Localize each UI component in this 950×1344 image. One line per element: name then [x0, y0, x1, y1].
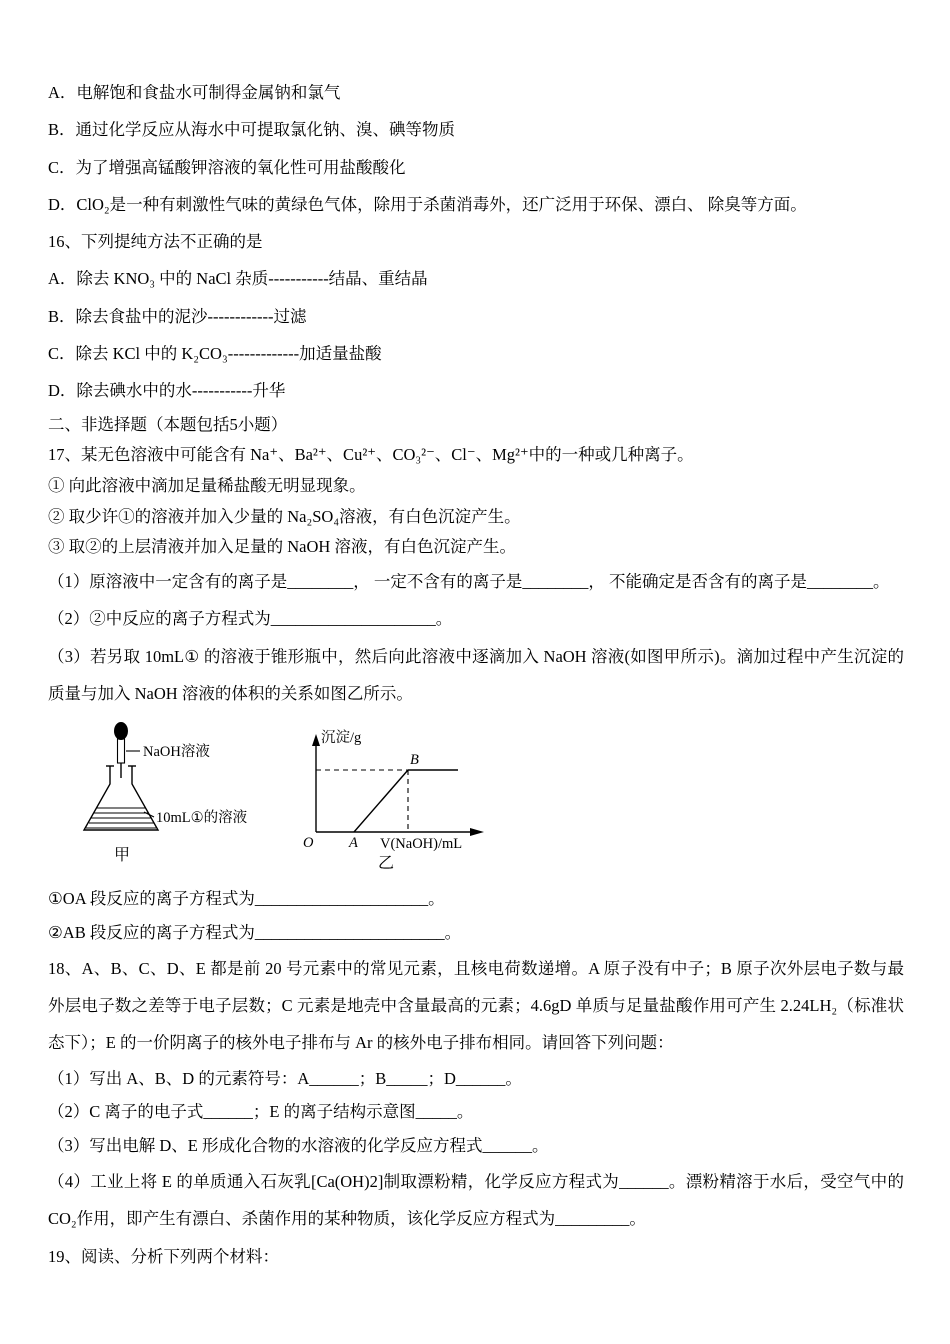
point-b-label: B [410, 752, 419, 769]
caption-jia: 甲 [114, 847, 131, 865]
q18-sub4: （4）工业上将 E 的单质通入石灰乳[Ca(OH)2]制取漂粉精，化学反应方程式为______。漂粉精溶于水后，受空气中的CO₂作用，即产生有漂白、杀菌作用的某种物质，该化学反应方程式为_________。 [48, 1172, 904, 1229]
q16-option-c: C．除去 KCl 中的 K₂CO₃-------------加适量盐酸 [48, 343, 382, 363]
q16-option-d: D．除去碘水中的水-----------升华 [48, 381, 286, 401]
q18-sub1: （1）写出 A、B、D 的元素符号：A______；B_____；D______。 [48, 1068, 522, 1088]
apparatus-jia [84, 722, 248, 864]
flask-liquid [86, 808, 156, 828]
naoh-label: NaOH溶液 [143, 744, 210, 761]
curve-oa-rise [354, 770, 408, 832]
q16-option-b: B．除去食盐中的泥沙------------过滤 [48, 306, 307, 326]
y-axis-label: 沉淀/g [321, 730, 362, 747]
q17-stem: 17、某无色溶液中可能含有 Na⁺、Ba²⁺、Cu²⁺、CO₃²⁻、Cl⁻、Mg²⁺中的一种或几种离子。 [48, 445, 694, 465]
x-axis-label: V(NaOH)/mL [380, 836, 463, 853]
q17-step-2: ② 取少许①的溶液并加入少量的 Na₂SO₄溶液，有白色沉淀产生。 [48, 506, 521, 526]
q17-step-3: ③ 取②的上层清液并加入足量的 NaOH 溶液，有白色沉淀产生。 [48, 537, 516, 557]
caption-yi: 乙 [378, 855, 395, 873]
q17-sub1: （1）原溶液中一定含有的离子是________， 一定不含有的离子是________， 不能确定是否含有的离子是________。 [48, 571, 890, 591]
graph-yi [303, 729, 484, 872]
q15-option-c: C．为了增强高锰酸钾溶液的氧化性可用盐酸酸化 [48, 157, 406, 177]
q15-option-d: D．ClO₂是一种有刺激性气味的黄绿色气体，除用于杀菌消毒外，还广泛用于环保、漂白、 除臭等方面。 [48, 194, 807, 214]
x-axis-arrow-icon [470, 828, 484, 836]
q16-option-a: A．除去 KNO₃ 中的 NaCl 杂质-----------结晶、重结晶 [48, 269, 428, 289]
q17-diagram-svg [58, 720, 504, 872]
origin-label: O [303, 835, 314, 852]
q17-sub2: （2）②中反应的离子方程式为____________________。 [48, 609, 453, 629]
q18-sub2: （2）C 离子的电子式______；E 的离子结构示意图_____。 [48, 1102, 474, 1122]
q15-option-b: B．通过化学反应从海水中可提取氯化钠、溴、碘等物质 [48, 120, 456, 140]
q17-ab-line: ②AB 段反应的离子方程式为_______________________。 [48, 922, 462, 942]
flask-liquid-label: 10mL①的溶液 [156, 810, 248, 827]
section2-title: 二、非选择题（本题包括5小题） [48, 414, 288, 434]
dropper-bulb-icon [114, 722, 128, 740]
q17-step-1: ① 向此溶液中滴加足量稀盐酸无明显现象。 [48, 475, 366, 495]
point-a-label: A [349, 835, 358, 852]
q17-sub3: （3）若另取 10mL① 的溶液于锥形瓶中，然后向此溶液中逐滴加入 NaOH 溶液(如图甲所示)。滴加过程中产生沉淀的质量与加入 NaOH 溶液的体积的关系如图乙所示。 [48, 646, 904, 703]
q18-sub3: （3）写出电解 D、E 形成化合物的水溶液的化学反应方程式______。 [48, 1136, 549, 1156]
q17-oa-line: ①OA 段反应的离子方程式为_____________________。 [48, 889, 445, 909]
q16-stem: 16、下列提纯方法不正确的是 [48, 232, 263, 252]
q17-diagram [58, 720, 904, 872]
q18-stem: 18、A、B、C、D、E 都是前 20 号元素中的常见元素，且核电荷数递增。A 原子没有中子；B 原子次外层电子数与最外层电子数之差等于电子层数；C 元素是地壳中含量最高的元素；4.6gD 单质与足量盐酸作用可产生 2.24LH₂（标准状态下）；E 的一价阴离子的核外电子排布与 Ar 的核外电子排布相同。请回答下列问题： [48, 958, 904, 1053]
y-axis-arrow-icon [312, 734, 320, 746]
q15-option-a: A．电解饱和食盐水可制得金属钠和氯气 [48, 83, 341, 102]
q19-stem: 19、阅读、分析下列两个材料： [48, 1246, 279, 1266]
dropper-tube [118, 739, 125, 763]
